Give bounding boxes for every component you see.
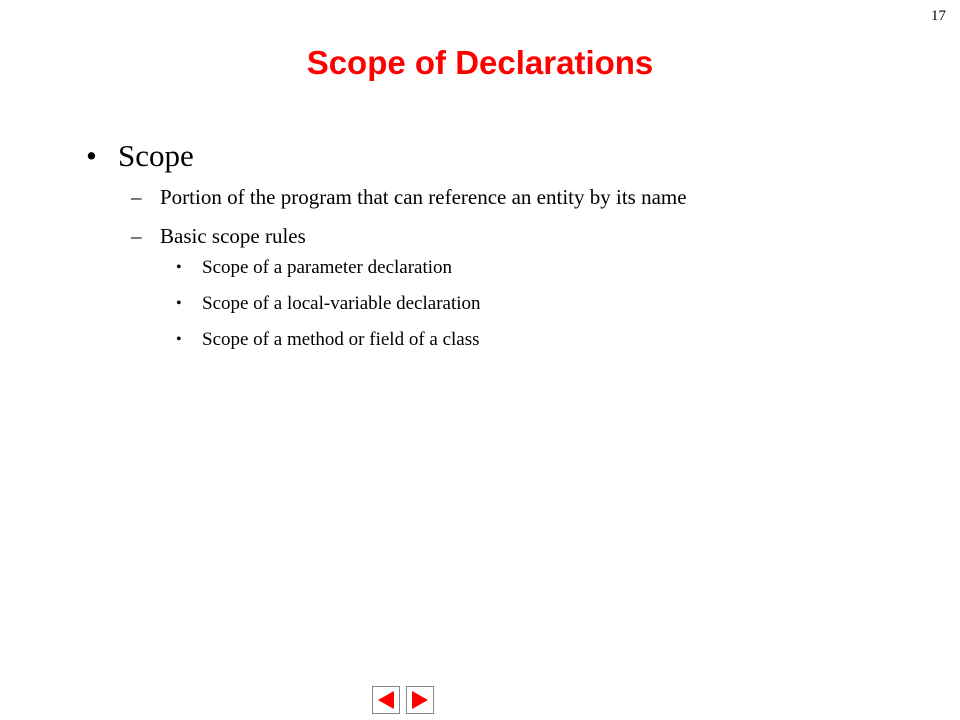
slide-title: Scope of Declarations	[306, 44, 654, 81]
bullet-marker: •	[176, 295, 182, 312]
sub-bullet-list	[86, 182, 866, 352]
rule-text: Scope of a local-variable declaration	[202, 293, 481, 314]
bullet-list	[86, 136, 866, 364]
triangle-right-icon	[409, 689, 431, 711]
sub-bullets	[86, 182, 866, 352]
next-slide-button[interactable]	[406, 686, 434, 714]
rule-item	[86, 328, 866, 352]
bullet-scope	[86, 136, 866, 176]
bullet-marker: •	[176, 259, 182, 276]
page-number: 17	[931, 8, 946, 24]
rule-text: Scope of a parameter declaration	[202, 257, 453, 278]
sub-bullet-text: Basic scope rules	[160, 224, 306, 248]
triangle-left-icon	[375, 689, 397, 711]
rule-item	[86, 256, 866, 280]
bullet-text: Scope	[118, 138, 194, 173]
dash-marker: –	[131, 185, 142, 209]
sub-bullet-text: Portion of the program that can reference an entity by its name	[160, 185, 687, 209]
rule-item	[86, 292, 866, 316]
sub-bullet-rules	[86, 221, 866, 352]
rule-list	[86, 256, 866, 352]
bullet-marker: •	[86, 138, 97, 173]
sub-bullet-definition	[86, 182, 866, 213]
rule-text: Scope of a method or field of a class	[202, 329, 480, 350]
dash-marker: –	[131, 224, 142, 248]
previous-slide-button[interactable]	[372, 686, 400, 714]
bullet-marker: •	[176, 331, 182, 348]
slide-navigation	[372, 686, 434, 714]
